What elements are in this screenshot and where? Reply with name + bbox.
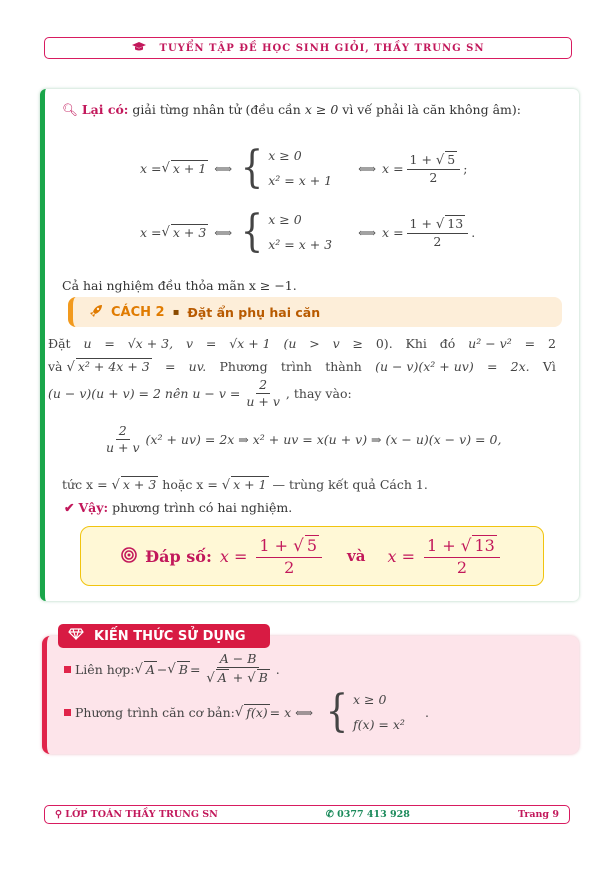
- fraction-1: $\frac{1 + √ 5}{2}$: [407, 151, 461, 185]
- key-icon: 🔍︎: [62, 102, 78, 117]
- bullet-square: [64, 666, 71, 673]
- fraction-4: $\frac{2}{u + v}$: [106, 423, 140, 456]
- location-pin-icon: ⚲: [55, 809, 62, 820]
- page-number: Trang 9: [517, 809, 559, 820]
- diamond-icon: [68, 628, 84, 644]
- graduation-cap-icon: [132, 42, 146, 55]
- page-footer: [44, 805, 570, 824]
- lai-co-label: Lại có:: [81, 102, 129, 117]
- lai-co-line: 🔍︎ Lại có: giải từng nhân tử (đều cần x ≥ 0 vì vế phải là căn không âm):: [62, 102, 521, 117]
- footer-left: ⚲ LỚP TOÁN THẦY TRUNG SN: [55, 809, 218, 820]
- bullet-square: [64, 709, 71, 716]
- equation-2: x = √ x + 3 ⟺ { x ≥ 0 x² = x + 3 ⟺ x = $\frac{1 + √ 13}{2}$ .: [140, 206, 476, 257]
- tuc-line: tức x = √ x + 3 hoặc x = √ x + 1 — trùng kết quả Cách 1.: [62, 477, 428, 493]
- system-2: { x ≥ 0 x² = x + 3: [241, 206, 333, 257]
- knowledge-item-2: Phương trình căn cơ bản: √ f(x) = x ⟺ { x ≥ 0 f(x) = x² .: [64, 690, 429, 734]
- answer-label: Đáp số:: [145, 546, 212, 566]
- knowledge-tag: KIẾN THỨC SỬ DỤNG: [58, 624, 270, 648]
- header-title: TUYỂN TẬP ĐỀ HỌC SINH GIỎI, THẦY TRUNG SN: [159, 42, 485, 54]
- page-header: [44, 37, 572, 59]
- cach2-title: Đặt ẩn phụ hai căn: [187, 304, 321, 320]
- equation-1: x = √ x + 1 ⟺ { x ≥ 0 x² = x + 1 ⟺ x = $\frac{1 + √ 5}{2}$ ;: [140, 142, 468, 193]
- cach2-banner: CÁCH 2 ▪ Đặt ẩn phụ hai căn: [68, 297, 562, 327]
- vay-line: ✔ Vậy: phương trình có hai nghiệm.: [64, 500, 293, 515]
- answer-box: Đáp số: x = $\frac{1 + √ 5}{2}$ và x = $\frac{1 + √ 13}{2}$: [80, 526, 544, 586]
- both-ok-line: Cả hai nghiệm đều thỏa mãn x ≥ −1.: [62, 278, 297, 293]
- answer-fraction-2: $\frac{1 + √ 13}{2}$: [424, 535, 500, 577]
- knowledge-item-1: Liên hợp: √ A − √ B = $\frac{A - B}{√ A + √ B}$ .: [64, 652, 280, 686]
- fraction-3: $\frac{2}{u + v}$: [246, 377, 280, 410]
- rocket-icon: [89, 304, 103, 321]
- fraction-5: $\frac{A - B}{√ A + √ B}$: [206, 651, 268, 687]
- checkmark-icon: ✔: [64, 500, 75, 515]
- equation-3: $\frac{2}{u + v}$ (x² + uv) = 2x ⇒ x² + uv = x(u + v) ⇒ (x − u)(x − v) = 0,: [100, 424, 501, 456]
- system-3: { x ≥ 0 f(x) = x²: [325, 686, 405, 737]
- para-line-1: Đặt u = √x + 3, v = √x + 1 (u > v ≥ 0). Khi đó u² − v² = 2: [48, 336, 556, 351]
- para-line-3: (u − v)(u + v) = 2 nên u − v = $\frac{2}{u + v}$ , thay vào:: [48, 377, 352, 410]
- system-1: { x ≥ 0 x² = x + 1: [241, 142, 333, 193]
- cach2-label: CÁCH 2: [111, 304, 165, 320]
- target-icon: [121, 547, 137, 566]
- answer-fraction-1: $\frac{1 + √ 5}{2}$: [256, 535, 322, 577]
- footer-center: ✆ 0377 413 928: [325, 809, 410, 820]
- para-line-2: và √ x² + 4x + 3 = uv. Phương trình thành (u − v)(x² + uv) = 2x. Vì: [48, 359, 556, 375]
- fraction-2: $\frac{1 + √ 13}{2}$: [407, 215, 469, 249]
- phone-icon: ✆: [325, 809, 334, 820]
